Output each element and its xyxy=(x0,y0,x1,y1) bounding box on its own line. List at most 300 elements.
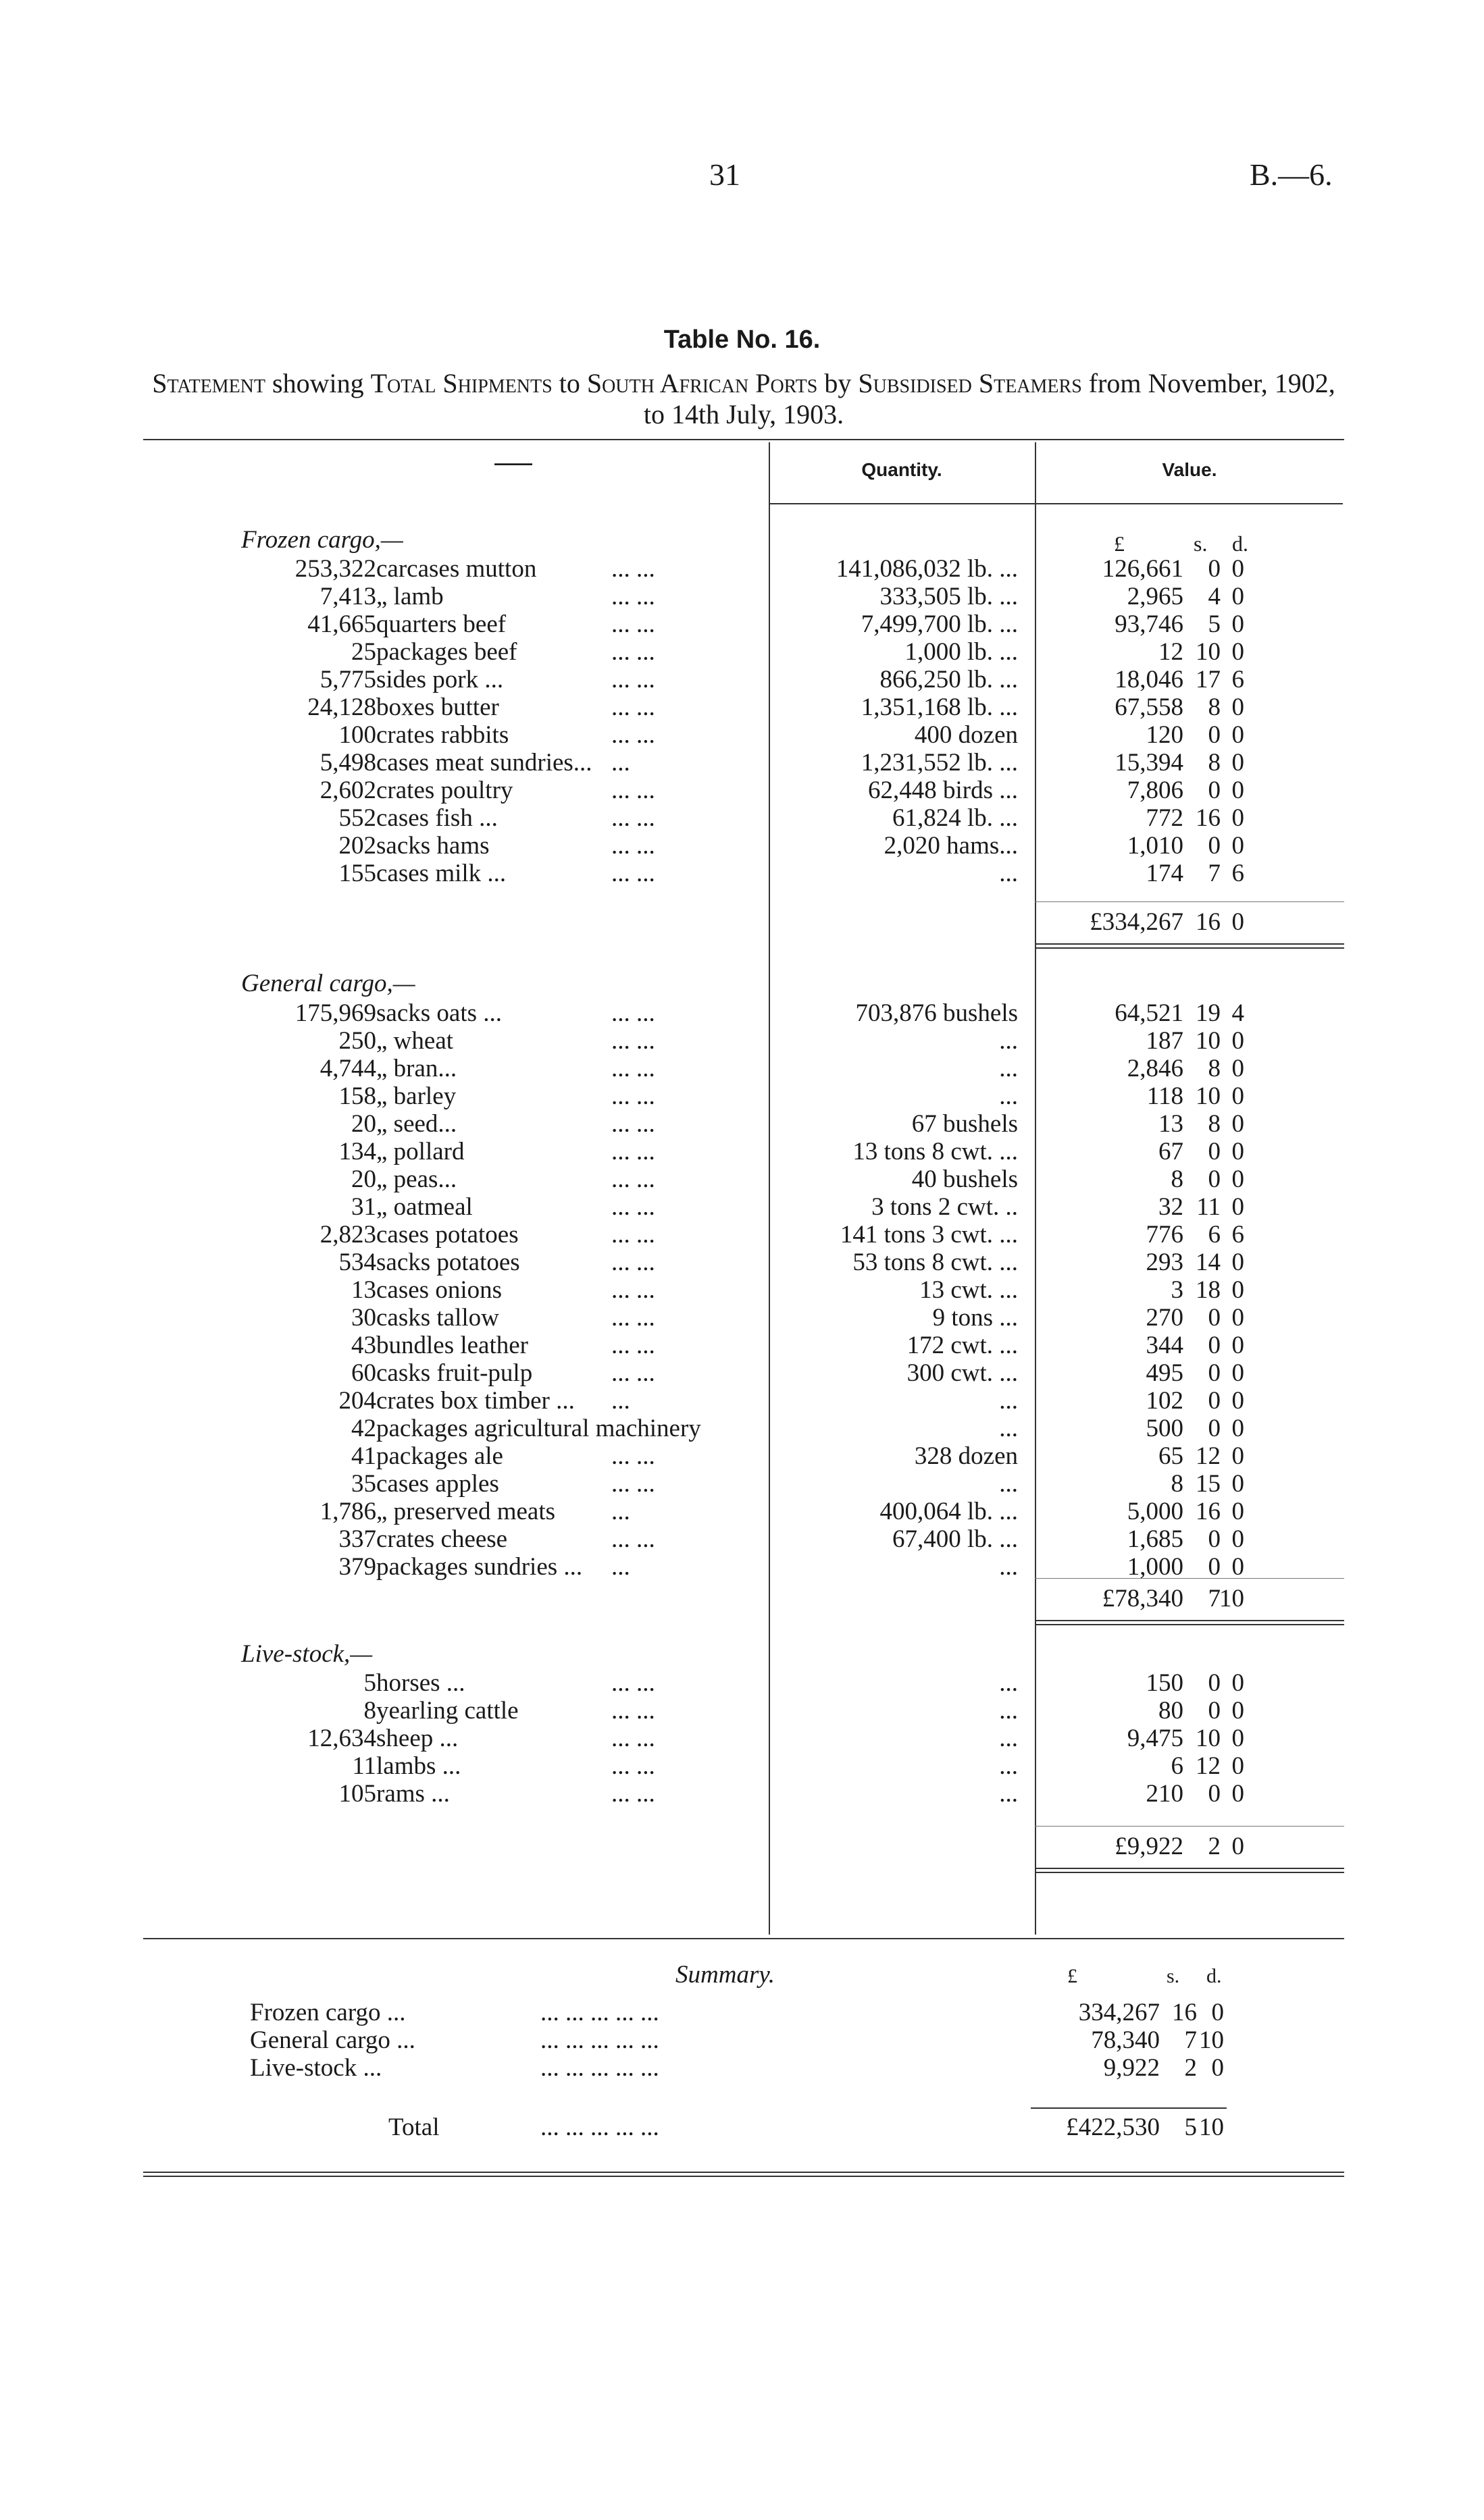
row-shillings: 19 xyxy=(1196,999,1221,1027)
row-pounds: 1,010 xyxy=(1127,832,1183,860)
row-count: 41 xyxy=(351,1442,376,1470)
row-pounds: 67,558 xyxy=(1115,693,1183,721)
table-row xyxy=(0,1498,1484,1525)
row-shillings: 10 xyxy=(1196,1027,1221,1055)
row-shillings: 8 xyxy=(1208,693,1221,721)
row-shillings: 6 xyxy=(1208,1221,1221,1249)
row-pounds: 344 xyxy=(1146,1332,1183,1359)
row-count: 25 xyxy=(351,638,376,666)
row-count: 134 xyxy=(338,1138,376,1165)
row-description: rams ... xyxy=(376,1780,450,1808)
row-shillings: 0 xyxy=(1208,1138,1221,1165)
table-row xyxy=(0,721,1484,749)
table-row xyxy=(0,1082,1484,1110)
row-description: crates box timber ... xyxy=(376,1387,575,1415)
row-description: sheep ... xyxy=(376,1725,459,1752)
column-header-value: Value. xyxy=(1162,459,1217,480)
row-quantity: 13 cwt. ... xyxy=(919,1276,1018,1304)
row-count: 5,498 xyxy=(319,749,376,777)
row-leader-dots: ... ... xyxy=(611,693,655,721)
row-shillings: 0 xyxy=(1208,1165,1221,1193)
row-quantity: ... xyxy=(999,1780,1018,1808)
row-description: packages ale xyxy=(376,1442,503,1470)
row-leader-dots: ... xyxy=(611,1498,630,1525)
row-pounds: 8 xyxy=(1171,1165,1183,1193)
row-pounds: 174 xyxy=(1146,860,1183,887)
row-shillings: 12 xyxy=(1196,1752,1221,1780)
row-pounds: 5,000 xyxy=(1127,1498,1183,1525)
page-bottom-rule xyxy=(143,2176,1344,2177)
row-pence: 0 xyxy=(1231,1780,1244,1808)
row-pence: 0 xyxy=(1231,1498,1244,1525)
row-leader-dots: ... ... xyxy=(611,860,655,887)
row-count: 35 xyxy=(351,1470,376,1498)
row-quantity: ... xyxy=(999,1055,1018,1082)
summary-total-pounds: £422,530 xyxy=(1066,2114,1160,2141)
row-pounds: 120 xyxy=(1146,721,1183,749)
row-leader-dots: ... ... xyxy=(611,1752,655,1780)
table-row xyxy=(0,832,1484,860)
row-description: cases fish ... xyxy=(376,804,498,832)
summary-row xyxy=(0,2054,1484,2082)
table-row xyxy=(0,1249,1484,1276)
row-pounds: 64,521 xyxy=(1115,999,1183,1027)
page-number: 31 xyxy=(709,157,740,192)
row-description: carcases mutton xyxy=(376,555,537,583)
total-double-rule xyxy=(1035,947,1344,949)
row-pounds: 7,806 xyxy=(1127,777,1183,804)
row-pounds: 1,685 xyxy=(1127,1525,1183,1553)
row-leader-dots: ... ... xyxy=(611,804,655,832)
table-row xyxy=(0,1138,1484,1165)
row-quantity: 400,064 lb. ... xyxy=(879,1498,1018,1525)
row-description: „ preserved meats xyxy=(376,1498,556,1525)
row-shillings: 7 xyxy=(1208,860,1221,887)
row-shillings: 5 xyxy=(1208,610,1221,638)
row-pounds: 495 xyxy=(1146,1359,1183,1387)
total-shillings: 2 xyxy=(1208,1833,1221,1860)
row-count: 5,775 xyxy=(319,666,376,693)
document-reference: B.—6. xyxy=(1250,157,1333,192)
total-pounds: £78,340 xyxy=(1102,1585,1183,1612)
table-row xyxy=(0,610,1484,638)
row-quantity: 703,876 bushels xyxy=(855,999,1018,1027)
row-count: 2,823 xyxy=(319,1221,376,1249)
table-row xyxy=(0,1725,1484,1752)
table-row xyxy=(0,1276,1484,1304)
row-description: packages beef xyxy=(376,638,517,666)
table-row xyxy=(0,693,1484,721)
row-leader-dots: ... ... xyxy=(611,666,655,693)
row-pounds: 102 xyxy=(1146,1387,1183,1415)
row-description: cases milk ... xyxy=(376,860,507,887)
summary-total-pence: 10 xyxy=(1199,2114,1224,2141)
total-pence: 0 xyxy=(1231,908,1244,936)
table-row xyxy=(0,999,1484,1027)
row-leader-dots: ... ... xyxy=(611,1780,655,1808)
row-pence: 0 xyxy=(1231,1752,1244,1780)
row-quantity: 866,250 lb. ... xyxy=(879,666,1018,693)
row-shillings: 12 xyxy=(1196,1442,1221,1470)
row-shillings: 18 xyxy=(1196,1276,1221,1304)
row-shillings: 17 xyxy=(1196,666,1221,693)
row-count: 175,969 xyxy=(295,999,376,1027)
row-pounds: 93,746 xyxy=(1115,610,1183,638)
row-count: 552 xyxy=(338,804,376,832)
row-pence: 0 xyxy=(1231,693,1244,721)
summary-label: Frozen cargo ... xyxy=(250,1999,406,2026)
row-quantity: 61,824 lb. ... xyxy=(892,804,1018,832)
row-quantity: ... xyxy=(999,1553,1018,1581)
shillings-label: s. xyxy=(1194,531,1208,556)
row-count: 5 xyxy=(363,1669,376,1697)
row-description: crates poultry xyxy=(376,777,513,804)
row-leader-dots: ... ... xyxy=(611,1165,655,1193)
summary-label: Live-stock ... xyxy=(250,2054,382,2082)
row-pounds: 18,046 xyxy=(1115,666,1183,693)
row-quantity: ... xyxy=(999,860,1018,887)
row-pounds: 6 xyxy=(1171,1752,1183,1780)
statement-text: showing xyxy=(265,368,371,398)
row-pence: 6 xyxy=(1231,666,1244,693)
row-count: 20 xyxy=(351,1110,376,1138)
total-double-rule xyxy=(1035,1620,1344,1621)
summary-leader-dots: ... ... ... ... ... xyxy=(540,1999,659,2026)
table-row xyxy=(0,1415,1484,1442)
row-count: 13 xyxy=(351,1276,376,1304)
row-leader-dots: ... ... xyxy=(611,999,655,1027)
row-pence: 0 xyxy=(1231,1387,1244,1415)
row-pence: 0 xyxy=(1231,583,1244,610)
row-shillings: 14 xyxy=(1196,1249,1221,1276)
row-pounds: 270 xyxy=(1146,1304,1183,1332)
row-pence: 0 xyxy=(1231,638,1244,666)
statement-word: Statement xyxy=(152,368,266,398)
row-count: 11 xyxy=(352,1752,376,1780)
row-leader-dots: ... ... xyxy=(611,1027,655,1055)
row-count: 41,665 xyxy=(307,610,376,638)
row-count: 202 xyxy=(338,832,376,860)
total-double-rule xyxy=(1035,1868,1344,1869)
row-count: 155 xyxy=(338,860,376,887)
row-quantity: 141,086,032 lb. ... xyxy=(836,555,1018,583)
table-row xyxy=(0,860,1484,887)
row-description: quarters beef xyxy=(376,610,507,638)
total-shillings: 7 xyxy=(1208,1585,1221,1612)
row-shillings: 8 xyxy=(1208,1055,1221,1082)
row-pence: 0 xyxy=(1231,555,1244,583)
section-title: Frozen cargo,— xyxy=(241,526,403,554)
row-count: 7,413 xyxy=(319,583,376,610)
section-total xyxy=(0,1585,1484,1612)
subtotal-rule xyxy=(1035,1826,1344,1827)
row-count: 2,602 xyxy=(319,777,376,804)
row-quantity: 3 tons 2 cwt. .. xyxy=(871,1193,1018,1221)
row-leader-dots: ... xyxy=(611,1387,630,1415)
row-pence: 0 xyxy=(1231,1055,1244,1082)
row-pounds: 118 xyxy=(1146,1082,1183,1110)
summary-pence: 10 xyxy=(1199,2026,1224,2054)
row-description: sacks oats ... xyxy=(376,999,502,1027)
row-pounds: 15,394 xyxy=(1115,749,1183,777)
row-pounds: 67 xyxy=(1158,1138,1183,1165)
section-title: General cargo,— xyxy=(241,970,415,997)
total-double-rule xyxy=(1035,1872,1344,1873)
table-row xyxy=(0,1110,1484,1138)
row-pence: 4 xyxy=(1231,999,1244,1027)
header-rule xyxy=(769,503,1343,504)
pence-label: d. xyxy=(1232,531,1248,556)
table-row xyxy=(0,1221,1484,1249)
row-shillings: 0 xyxy=(1208,1415,1221,1442)
row-shillings: 4 xyxy=(1208,583,1221,610)
table-row xyxy=(0,1304,1484,1332)
row-shillings: 16 xyxy=(1196,804,1221,832)
row-pounds: 65 xyxy=(1158,1442,1183,1470)
row-quantity: ... xyxy=(999,1082,1018,1110)
row-leader-dots: ... ... xyxy=(611,638,655,666)
row-pence: 0 xyxy=(1231,749,1244,777)
row-description: sacks potatoes xyxy=(376,1249,520,1276)
row-quantity: ... xyxy=(999,1387,1018,1415)
row-description: lambs ... xyxy=(376,1752,461,1780)
row-pence: 0 xyxy=(1231,1332,1244,1359)
row-pence: 0 xyxy=(1231,1276,1244,1304)
statement-word: Subsidised Steamers xyxy=(858,368,1082,398)
row-pence: 0 xyxy=(1231,777,1244,804)
row-pence: 0 xyxy=(1231,1725,1244,1752)
row-description: „ peas... xyxy=(376,1165,457,1193)
row-shillings: 0 xyxy=(1208,1780,1221,1808)
row-description: „ bran... xyxy=(376,1055,457,1082)
total-double-rule xyxy=(1035,943,1344,945)
row-leader-dots: ... ... xyxy=(611,1055,655,1082)
row-shillings: 15 xyxy=(1196,1470,1221,1498)
row-count: 534 xyxy=(338,1249,376,1276)
row-pounds: 210 xyxy=(1146,1780,1183,1808)
table-row xyxy=(0,638,1484,666)
row-quantity: 9 tons ... xyxy=(932,1304,1018,1332)
row-leader-dots: ... ... xyxy=(611,610,655,638)
summary-total-label: Total xyxy=(388,2114,440,2141)
row-pence: 0 xyxy=(1231,1165,1244,1193)
row-count: 4,744 xyxy=(319,1055,376,1082)
summary-total-shillings: 5 xyxy=(1184,2114,1197,2141)
summary-sum-rule xyxy=(1031,2107,1227,2109)
row-quantity: 333,505 lb. ... xyxy=(879,583,1018,610)
row-pence: 0 xyxy=(1231,1442,1244,1470)
row-description: horses ... xyxy=(376,1669,465,1697)
table-row xyxy=(0,1165,1484,1193)
row-count: 60 xyxy=(351,1359,376,1387)
summary-pounds: 334,267 xyxy=(1078,1999,1160,2026)
row-quantity: 1,231,552 lb. ... xyxy=(861,749,1018,777)
row-quantity: ... xyxy=(999,1415,1018,1442)
row-description: casks tallow xyxy=(376,1304,499,1332)
summary-pence: 0 xyxy=(1211,1999,1224,2026)
page-bottom-rule xyxy=(143,2172,1344,2173)
table-row xyxy=(0,1359,1484,1387)
row-description: „ oatmeal xyxy=(376,1193,473,1221)
row-pounds: 293 xyxy=(1146,1249,1183,1276)
row-pounds: 126,661 xyxy=(1102,555,1183,583)
summary-shillings: 16 xyxy=(1172,1999,1197,2026)
table-row xyxy=(0,1470,1484,1498)
table-title: Table No. 16. xyxy=(663,325,821,354)
total-pounds: £9,922 xyxy=(1115,1833,1183,1860)
row-quantity: ... xyxy=(999,1669,1018,1697)
pounds-label: £ xyxy=(1114,531,1125,556)
row-quantity: ... xyxy=(999,1697,1018,1725)
row-count: 8 xyxy=(363,1697,376,1725)
column-header-quantity: Quantity. xyxy=(861,459,942,480)
row-pence: 0 xyxy=(1231,1470,1244,1498)
row-quantity: 300 cwt. ... xyxy=(906,1359,1018,1387)
table-top-rule xyxy=(143,439,1344,440)
row-pence: 0 xyxy=(1231,1669,1244,1697)
row-shillings: 10 xyxy=(1196,1725,1221,1752)
row-pounds: 500 xyxy=(1146,1415,1183,1442)
row-count: 250 xyxy=(338,1027,376,1055)
row-quantity: 7,499,700 lb. ... xyxy=(861,610,1018,638)
row-pounds: 1,000 xyxy=(1127,1553,1183,1581)
row-pence: 0 xyxy=(1231,1697,1244,1725)
total-pounds: £334,267 xyxy=(1090,908,1183,936)
row-leader-dots: ... ... xyxy=(611,1525,655,1553)
row-description: casks fruit-pulp xyxy=(376,1359,533,1387)
table-row xyxy=(0,1669,1484,1697)
table-row xyxy=(0,1193,1484,1221)
row-description: cases onions xyxy=(376,1276,502,1304)
row-pence: 0 xyxy=(1231,832,1244,860)
row-leader-dots: ... ... xyxy=(611,1276,655,1304)
summary-total-row xyxy=(0,2114,1484,2141)
summary-leader-dots: ... ... ... ... ... xyxy=(540,2054,659,2082)
row-pence: 0 xyxy=(1231,804,1244,832)
row-description: boxes butter xyxy=(376,693,499,721)
row-shillings: 16 xyxy=(1196,1498,1221,1525)
row-pounds: 187 xyxy=(1146,1027,1183,1055)
table-row xyxy=(0,1027,1484,1055)
summary-row xyxy=(0,2026,1484,2054)
row-quantity: ... xyxy=(999,1470,1018,1498)
row-pence: 0 xyxy=(1231,1249,1244,1276)
row-quantity: 328 dozen xyxy=(914,1442,1018,1470)
summary-pence: 0 xyxy=(1211,2054,1224,2082)
summary-row xyxy=(0,1999,1484,2026)
row-leader-dots: ... ... xyxy=(611,1470,655,1498)
row-description: „ lamb xyxy=(376,583,444,610)
row-pounds: 3 xyxy=(1171,1276,1183,1304)
row-leader-dots: ... ... xyxy=(611,1442,655,1470)
row-pounds: 80 xyxy=(1158,1697,1183,1725)
total-pence: 0 xyxy=(1231,1833,1244,1860)
row-shillings: 0 xyxy=(1208,721,1221,749)
table-row xyxy=(0,1055,1484,1082)
row-pence: 0 xyxy=(1231,1027,1244,1055)
table-row xyxy=(0,1442,1484,1470)
row-quantity: 13 tons 8 cwt. ... xyxy=(852,1138,1018,1165)
row-quantity: 1,000 lb. ... xyxy=(904,638,1018,666)
row-leader-dots: ... ... xyxy=(611,1359,655,1387)
row-quantity: 2,020 hams... xyxy=(884,832,1018,860)
row-shillings: 8 xyxy=(1208,1110,1221,1138)
row-quantity: 67 bushels xyxy=(911,1110,1018,1138)
row-count: 337 xyxy=(338,1525,376,1553)
statement-text: to xyxy=(552,368,587,398)
row-quantity: ... xyxy=(999,1725,1018,1752)
table-row xyxy=(0,1553,1484,1581)
row-pence: 0 xyxy=(1231,1110,1244,1138)
row-leader-dots: ... ... xyxy=(611,555,655,583)
row-count: 31 xyxy=(351,1193,376,1221)
row-shillings: 10 xyxy=(1196,638,1221,666)
row-shillings: 0 xyxy=(1208,555,1221,583)
table-row xyxy=(0,1525,1484,1553)
row-count: 20 xyxy=(351,1165,376,1193)
row-quantity: 172 cwt. ... xyxy=(906,1332,1018,1359)
table-row xyxy=(0,1752,1484,1780)
row-quantity: 1,351,168 lb. ... xyxy=(861,693,1018,721)
table-row xyxy=(0,1697,1484,1725)
row-leader-dots: ... ... xyxy=(611,1110,655,1138)
row-count: 43 xyxy=(351,1332,376,1359)
row-leader-dots: ... ... xyxy=(611,1304,655,1332)
row-pounds: 32 xyxy=(1158,1193,1183,1221)
row-description: cases potatoes xyxy=(376,1221,519,1249)
summary-title: Summary. xyxy=(675,1961,775,1989)
row-pounds: 12 xyxy=(1158,638,1183,666)
row-leader-dots: ... ... xyxy=(611,1697,655,1725)
row-count: 253,322 xyxy=(295,555,376,583)
row-pence: 0 xyxy=(1231,1359,1244,1387)
row-pounds: 9,475 xyxy=(1127,1725,1183,1752)
subtotal-rule xyxy=(1035,1578,1344,1579)
row-shillings: 0 xyxy=(1208,1525,1221,1553)
row-shillings: 0 xyxy=(1208,777,1221,804)
summary-shillings: 7 xyxy=(1184,2026,1197,2054)
row-shillings: 0 xyxy=(1208,1669,1221,1697)
table-row xyxy=(0,1332,1484,1359)
row-leader-dots: ... ... xyxy=(611,721,655,749)
row-shillings: 0 xyxy=(1208,1359,1221,1387)
row-leader-dots: ... xyxy=(611,749,630,777)
row-leader-dots: ... ... xyxy=(611,583,655,610)
summary-pounds: 9,922 xyxy=(1103,2054,1160,2082)
row-quantity: 62,448 birds ... xyxy=(868,777,1018,804)
section-title: Live-stock,— xyxy=(241,1640,373,1668)
row-description: sacks hams xyxy=(376,832,490,860)
row-pence: 6 xyxy=(1231,1221,1244,1249)
row-quantity: 53 tons 8 cwt. ... xyxy=(852,1249,1018,1276)
summary-shillings-label: s. xyxy=(1167,1965,1180,1987)
row-pence: 0 xyxy=(1231,1304,1244,1332)
table-statement xyxy=(143,368,1344,430)
row-leader-dots: ... ... xyxy=(611,1725,655,1752)
statement-text: by xyxy=(817,368,859,398)
row-description: packages agricultural machinery xyxy=(376,1415,701,1442)
row-leader-dots: ... xyxy=(611,1553,630,1581)
summary-pounds-label: £ xyxy=(1067,1965,1077,1987)
table-row xyxy=(0,1780,1484,1808)
table-row xyxy=(0,583,1484,610)
row-quantity: 141 tons 3 cwt. ... xyxy=(840,1221,1018,1249)
table-row xyxy=(0,1387,1484,1415)
row-description: yearling cattle xyxy=(376,1697,519,1725)
row-leader-dots: ... ... xyxy=(611,1193,655,1221)
table-row xyxy=(0,777,1484,804)
total-double-rule xyxy=(1035,1624,1344,1625)
